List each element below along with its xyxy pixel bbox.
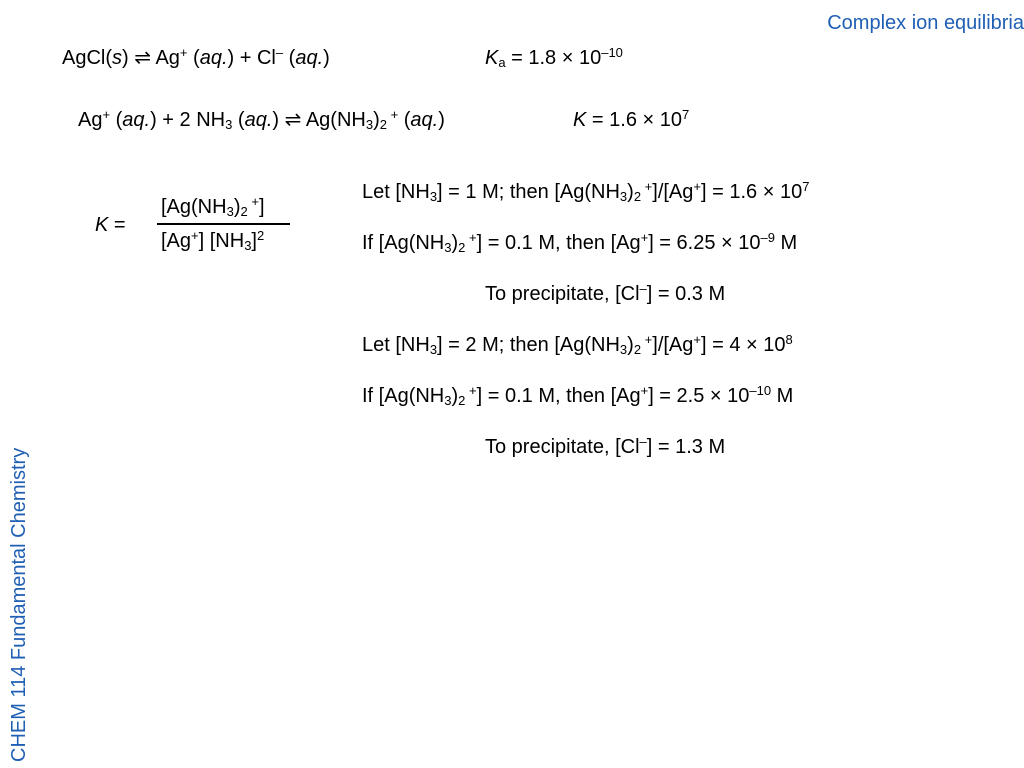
k-numerator: [$Ag(NH_3)_2$ +] [161, 194, 265, 219]
reaction-agcl-constant: $K_a = 1.8 \times 10^{-10}$ [485, 45, 623, 70]
case2-if-statement: If [$Ag(NH_3)_2$ +] = 0.1 M, then $[Ag^+] = 2.5 \times 10^{-10}$ M [362, 383, 794, 408]
case1-if-statement: If [$Ag(NH_3)_2$ +] = 0.1 M, then $[Ag^+] = 6.25 \times 10^{-9}$ M [362, 230, 798, 255]
k-denominator: [Ag+] $[NH_3]^2$ [161, 228, 265, 253]
case1-precipitate: To precipitate, [Cl–] = 0.3 M [485, 281, 726, 305]
k-equals-label: K = [95, 214, 126, 236]
reaction-complex-constant: $K = 1.6 \times 10^7$ [573, 107, 690, 131]
case2-precipitate: To precipitate, [Cl–] = 1.3 M [485, 434, 726, 458]
slide-title: Complex ion equilibria [827, 12, 1024, 34]
course-label: CHEM 114 Fundamental Chemistry [8, 447, 30, 762]
reaction-complex-formation: Ag+ (aq.) + 2 $NH_3$ (aq.) ⇌ $Ag(NH_3)_2$ + (aq.) [78, 107, 445, 132]
k-fraction [157, 193, 290, 255]
reaction-agcl-dissolution: AgCl(s) ⇌ Ag+ (aq.) + Cl– (aq.) [62, 45, 330, 69]
fraction-bar [157, 223, 290, 225]
case1-let-statement: Let $[NH_3] = 1$ M; then [$Ag(NH_3)_2$ $^+]/[Ag^+] = 1.6 \times 10^7$ [362, 179, 810, 204]
case2-let-statement: Let $[NH_3] = 2$ M; then [$Ag(NH_3)_2$ $^+]/[Ag^+] = 4 \times 10^8$ [362, 332, 793, 357]
